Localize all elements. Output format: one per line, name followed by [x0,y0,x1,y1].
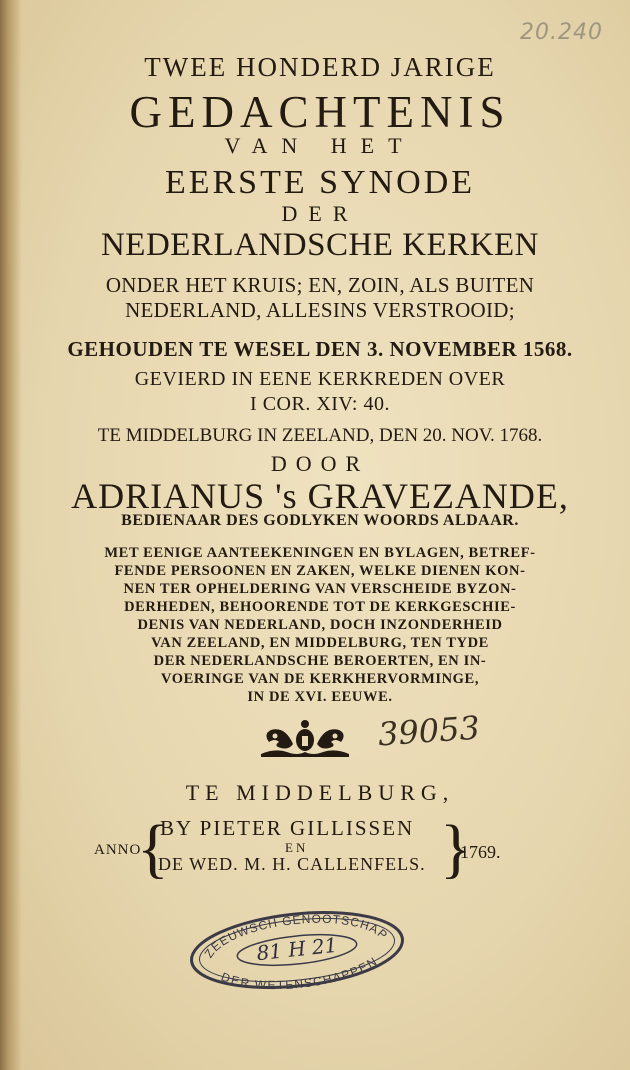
imprint [0,812,630,892]
description-line: DENIS VAN NEDERLAND, DOCH INZONDERHEID [137,617,503,633]
title-line-13: DOOR [270,451,370,476]
library-stamp [183,899,410,1002]
title-line-2: GEDACHTENIS [129,87,511,137]
description-line: VAN ZEELAND, EN MIDDELBURG, TEN TYDE [151,635,489,651]
description-line: IN DE XVI. EEUWE. [247,689,393,705]
brace-left-icon: { [137,812,169,885]
title-line-4: EERSTE SYNODE [164,164,476,201]
title-line-5: DER [281,201,359,226]
pencil-annotation: 20.240 [520,20,603,45]
imprint-publisher-1: BY PIETER GILLISSEN [160,816,415,840]
imprint-publisher-2: DE WED. M. H. CALLENFELS. [158,854,426,874]
imprint-year: 1769. [460,842,501,862]
imprint-anno: ANNO [94,842,142,858]
title-line-12: TE MIDDELBURG IN ZEELAND, DEN 20. NOV. 1768. [97,425,543,446]
binding-edge [0,0,22,1070]
author-name: ADRIANUS 's GRAVEZANDE, [71,476,569,516]
title-line-8: NEDERLAND, ALLESINS VERSTROOID; [125,298,515,322]
description-line: DER NEDERLANDSCHE BEROERTEN, EN IN- [153,653,487,669]
stamp-top-text: ZEEUWSCH GENOOTSCHAP [201,911,391,961]
title-line-9: GEHOUDEN TE WESEL DEN 3. NOVEMBER 1568. [67,337,573,361]
description-line: DERHEDEN, BEHOORENDE TOT DE KERKGESCHIE- [124,599,516,615]
title-line-3: VAN HET [224,133,416,158]
title-line-7: ONDER HET KRUIS; EN, ZOIN, ALS BUITEN [105,273,535,297]
description-line: FENDE PERSOONEN EN ZAKEN, WELKE DIENEN KON- [114,563,526,579]
handwritten-accession-number: 39053 [376,708,481,754]
imprint-conjunction: EN [285,840,309,855]
printers-ornament-icon [255,716,355,760]
title-line-1: TWEE HONDERD JARIGE [144,52,496,82]
brace-right-icon: } [440,812,472,885]
stamp-bottom-text: DER WETENSCHAPPEN [219,954,380,993]
title-line-6: NEDERLANDSCHE KERKEN [100,227,540,263]
title-line-10: GEVIERD IN EENE KERKREDEN OVER [134,368,506,390]
description-line: NEN TER OPHELDERING VAN VERSCHEIDE BYZON- [123,581,517,597]
stamp-shelfmark: 81 H 21 [255,932,339,966]
title-line-11: I COR. XIV: 40. [250,393,390,415]
imprint-place: TE MIDDELBURG, [185,780,455,805]
author-role: BEDIENAAR DES GODLYKEN WOORDS ALDAAR. [121,512,519,529]
description-line: MET EENIGE AANTEEKENINGEN EN BYLAGEN, BETREF- [104,545,536,561]
description-line: VOERINGE VAN DE KERKHERVORMINGE, [160,671,480,687]
